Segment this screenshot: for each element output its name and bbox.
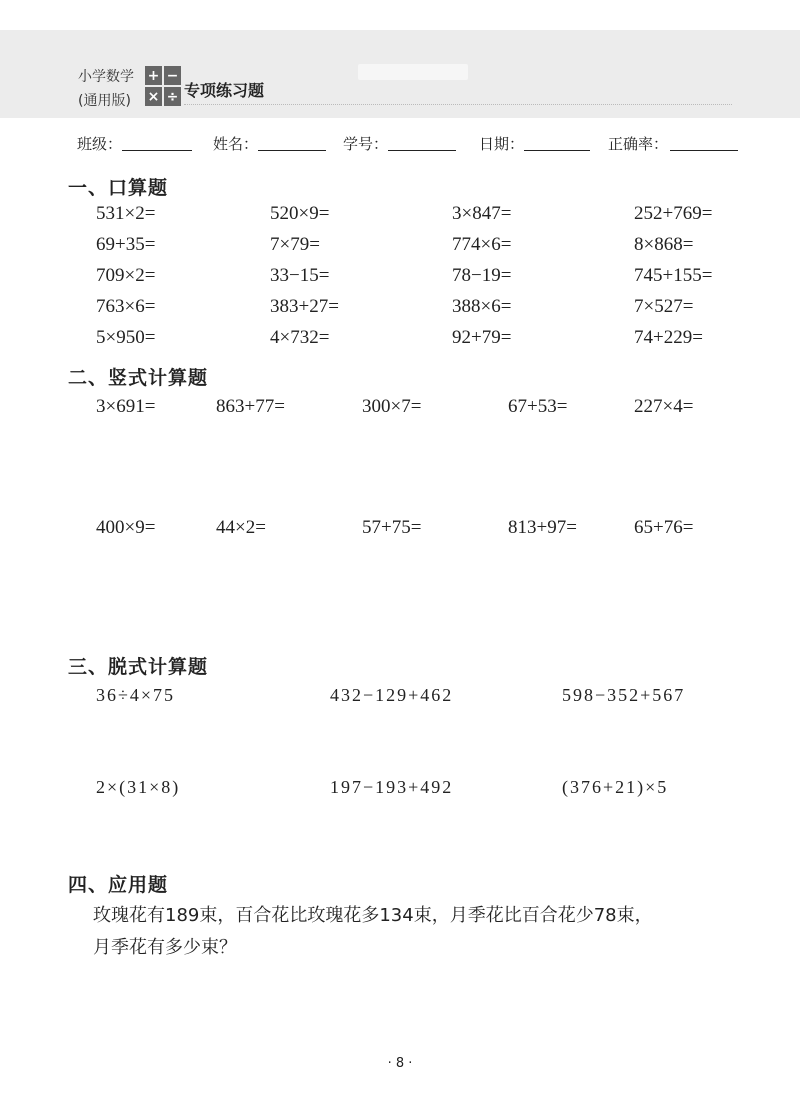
- vertical-problem: 65+76=: [634, 517, 694, 538]
- brand-edition: (通用版): [78, 93, 131, 109]
- oral-problem: 388×6=: [452, 296, 512, 317]
- divide-icon: ÷: [164, 87, 181, 106]
- page-number: · 8 ·: [387, 1056, 413, 1071]
- vertical-problem: 863+77=: [216, 396, 285, 417]
- section-word-title: 四、应用题: [68, 874, 169, 896]
- stepwise-problem: 432−129+462: [330, 685, 454, 705]
- oral-problem: 78−19=: [452, 265, 512, 286]
- student-id-field[interactable]: [388, 150, 456, 151]
- stepwise-problem: 598−352+567: [562, 685, 686, 705]
- operator-logo: [145, 66, 181, 106]
- header-divider: [184, 104, 732, 105]
- name-label: 姓名：: [213, 135, 259, 153]
- oral-problem: 774×6=: [452, 234, 512, 255]
- oral-problem: 69+35=: [96, 234, 156, 255]
- vertical-problem: 3×691=: [96, 396, 156, 417]
- vertical-problem: 227×4=: [634, 396, 694, 417]
- worksheet-title: 专项练习题: [184, 81, 265, 100]
- oral-problem: 520×9=: [270, 203, 330, 224]
- date-label: 日期：: [479, 135, 525, 153]
- oral-problem: 531×2=: [96, 203, 156, 224]
- class-field[interactable]: [122, 150, 192, 151]
- stepwise-problem: 2×(31×8): [96, 777, 181, 797]
- oral-problem: 252+769=: [634, 203, 713, 224]
- oral-problem: 74+229=: [634, 327, 703, 348]
- date-field[interactable]: [524, 150, 590, 151]
- word-problem-line2: 月季花有多少束？: [93, 937, 237, 958]
- section-stepwise-title: 三、脱式计算题: [68, 656, 209, 678]
- stepwise-problem: 36÷4×75: [96, 685, 176, 705]
- plus-icon: +: [145, 66, 162, 85]
- oral-problem: 7×79=: [270, 234, 320, 255]
- name-field[interactable]: [258, 150, 326, 151]
- oral-problem: 4×732=: [270, 327, 330, 348]
- oral-problem: 763×6=: [96, 296, 156, 317]
- oral-problem: 383+27=: [270, 296, 339, 317]
- oral-problem: 5×950=: [96, 327, 156, 348]
- class-label: 班级：: [77, 135, 123, 153]
- minus-icon: −: [164, 66, 181, 85]
- accuracy-label: 正确率：: [608, 135, 669, 153]
- section-vertical-title: 二、竖式计算题: [68, 367, 209, 389]
- word-problem-line1: 玫瑰花有189束，百合花比玫瑰花多134束，月季花比百合花少78束，: [93, 905, 653, 926]
- faint-watermark-band: [358, 64, 468, 80]
- vertical-problem: 67+53=: [508, 396, 568, 417]
- oral-problem: 745+155=: [634, 265, 713, 286]
- oral-problem: 8×868=: [634, 234, 694, 255]
- oral-problem: 7×527=: [634, 296, 694, 317]
- vertical-problem: 400×9=: [96, 517, 156, 538]
- stepwise-problem: 197−193+492: [330, 777, 454, 797]
- times-icon: ×: [145, 87, 162, 106]
- vertical-problem: 44×2=: [216, 517, 266, 538]
- stepwise-problem: (376+21)×5: [562, 777, 669, 797]
- oral-problem: 33−15=: [270, 265, 330, 286]
- section-oral-title: 一、口算题: [68, 177, 169, 199]
- oral-problem: 3×847=: [452, 203, 512, 224]
- vertical-problem: 813+97=: [508, 517, 577, 538]
- student-id-label: 学号：: [343, 135, 389, 153]
- vertical-problem: 300×7=: [362, 396, 422, 417]
- brand-subject: 小学数学: [78, 69, 134, 85]
- oral-problem: 709×2=: [96, 265, 156, 286]
- accuracy-field[interactable]: [670, 150, 738, 151]
- vertical-problem: 57+75=: [362, 517, 422, 538]
- oral-problem: 92+79=: [452, 327, 512, 348]
